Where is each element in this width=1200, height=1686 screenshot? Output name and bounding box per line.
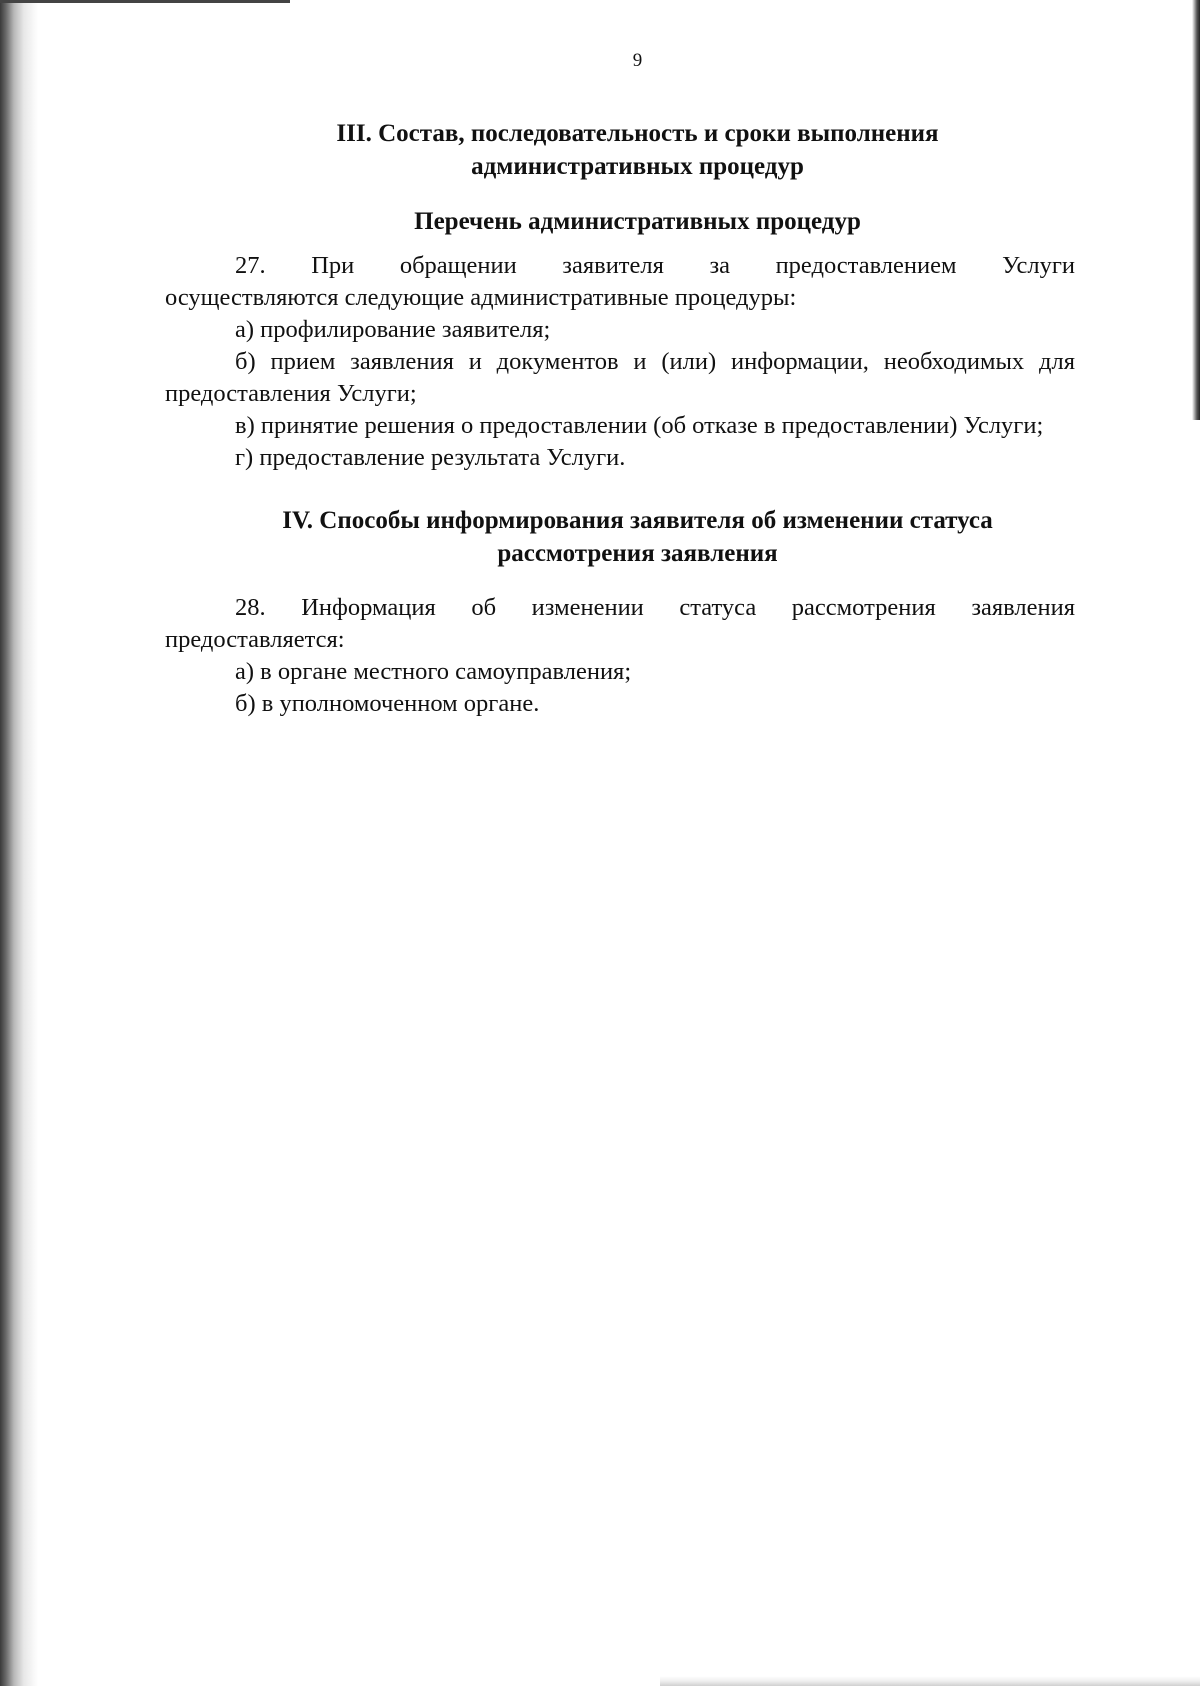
- paragraph-28-line-1: 28. Информация об изменении статуса рассмотрения заявления: [235, 594, 1075, 621]
- scan-edge-left: [0, 0, 38, 1686]
- section-3-title-line-1: III. Состав, последовательность и сроки выполнения: [336, 120, 939, 147]
- section-4-title: [165, 504, 1075, 570]
- section-3-subtitle: Перечень административных процедур: [414, 208, 861, 235]
- list-item-g: г) предоставление результата Услуги.: [235, 444, 626, 471]
- list-item-a-2: а) в органе местного самоуправления;: [235, 658, 632, 685]
- paragraph-27: [165, 250, 1075, 282]
- section-4-title-line-2: рассмотрения заявления: [497, 540, 778, 567]
- list-item-b-2: б) в уполномоченном органе.: [235, 690, 540, 717]
- list-item-a: а) профилирование заявителя;: [235, 316, 551, 343]
- paragraph-27-line-1: 27. При обращении заявителя за предоставлением Услуги: [235, 252, 1075, 279]
- paragraph-28: [165, 592, 1075, 624]
- scan-edge-bottom: [660, 1676, 1200, 1686]
- paragraph-27-line-2: осуществляются следующие административные процедуры:: [165, 284, 797, 311]
- section-4-title-line-1: IV. Способы информирования заявителя об изменении статуса: [282, 507, 993, 534]
- list-item-b: б) прием заявления и документов и (или) информации, необходимых для предоставления Услуги;: [165, 348, 1075, 407]
- paragraph-28-line-2: предоставляется:: [165, 626, 345, 653]
- document-page: [165, 45, 1075, 720]
- scan-edge-right: [1192, 0, 1200, 420]
- section-3-title-line-2: административных процедур: [471, 153, 804, 180]
- section-3-title: [165, 117, 1075, 183]
- page-number: 9: [632, 50, 643, 71]
- scan-edge-top: [0, 0, 290, 3]
- list-item-v: в) принятие решения о предоставлении (об отказе в предоставлении) Услуги;: [235, 412, 1044, 439]
